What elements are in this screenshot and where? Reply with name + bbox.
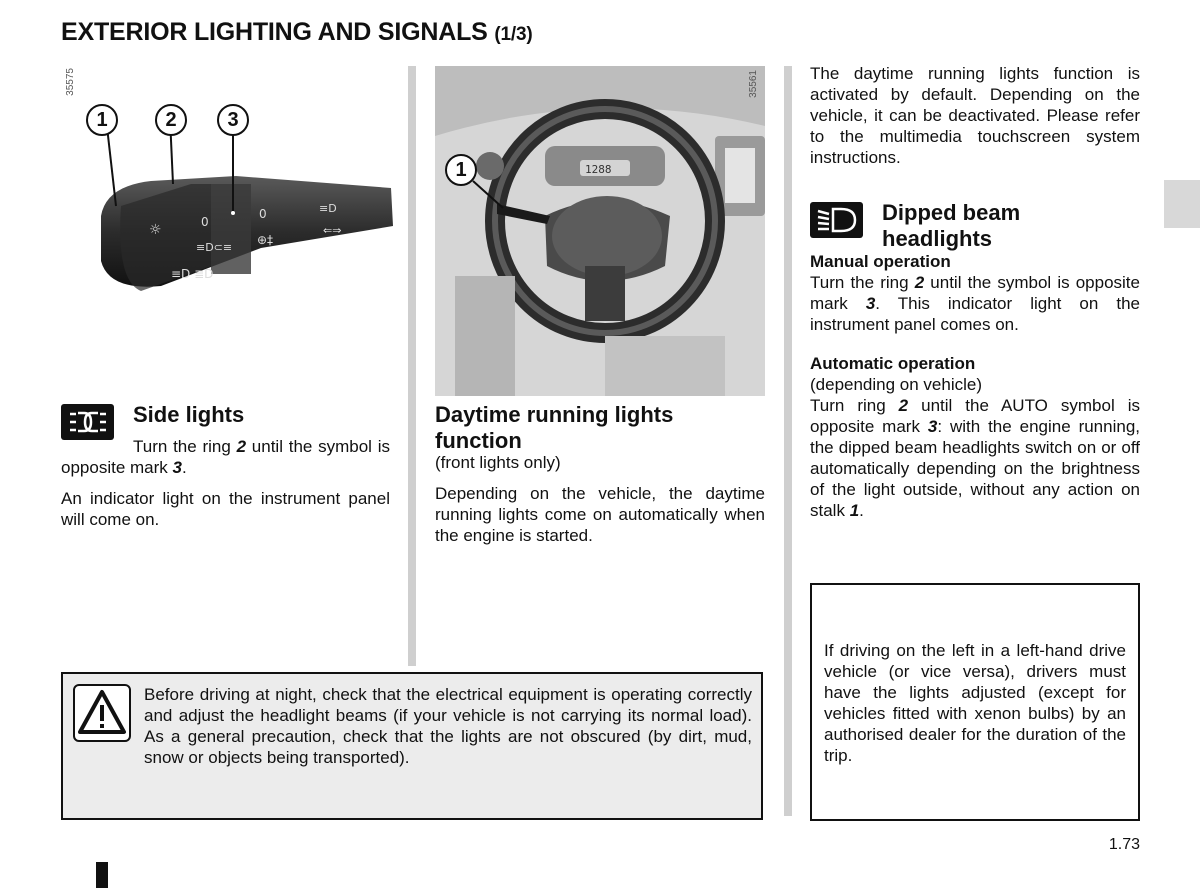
callout-3: 3 xyxy=(217,104,249,136)
callout-1: 1 xyxy=(86,104,118,136)
svg-text:≡D ≣D: ≡D ≣D xyxy=(171,267,214,281)
page-title xyxy=(61,18,532,47)
svg-text:≡D: ≡D xyxy=(319,202,337,215)
dipped-beam-icon xyxy=(810,202,863,238)
note-box xyxy=(810,583,1140,821)
callout-mid-1: 1 xyxy=(445,154,477,186)
manual-heading: Manual operation xyxy=(810,252,951,271)
ring-mark-0a: 0 xyxy=(201,215,209,229)
warning-text: Before driving at night, check that the electrical equipment is operating correctly and adjust the headlight beams (if your vehicle is not carrying its normal load). As a general precaution, check that the lights are not obscured (by dirt, mud, snow or objects being transported). xyxy=(144,685,752,767)
section-tab xyxy=(1164,180,1200,228)
ring-mark-0b: 0 xyxy=(259,207,267,221)
side-lights-icon xyxy=(61,404,114,440)
daytime-para: Depending on the vehicle, the daytime running lights come on automatically when the engine is started. xyxy=(435,484,765,545)
page-number: 1.73 xyxy=(1108,836,1140,853)
page-edge-mark xyxy=(96,862,108,888)
right-intro-para: The daytime running lights function is activated by default. Depending on the vehicle, it can be deactivated. Please refer to the multimedia touchscreen system instructions. xyxy=(810,64,1140,167)
svg-text:☼: ☼ xyxy=(149,222,162,238)
note-text: If driving on the left in a left-hand drive vehicle (or vice versa), drivers must have the lights adjusted (except for vehicles fitted with xenon bulbs) by an authorised dealer for the duration of the trip. xyxy=(824,641,1126,765)
side-lights-para1: Turn the ring 2 until the symbol is opposite mark 3. An indicator light on the instrument panel will come on. xyxy=(61,437,390,529)
side-lights-para2: An indicator light on the instrument panel will come on. xyxy=(61,489,390,529)
dash-display: 1288 xyxy=(585,163,612,176)
page-title-text: EXTERIOR LIGHTING AND SIGNALS xyxy=(61,18,488,46)
svg-text:≡D⊂≡: ≡D⊂≡ xyxy=(196,241,233,254)
steering-illustration xyxy=(435,66,765,396)
warning-box xyxy=(61,672,763,820)
side-lights-title: Side lights xyxy=(133,402,245,427)
daytime-subtitle: (front lights only) xyxy=(435,453,561,472)
steering-figure xyxy=(435,66,765,396)
auto-heading: Automatic operation xyxy=(810,354,976,373)
column-divider-right xyxy=(784,66,792,816)
figure-mid-ref-number: 35561 xyxy=(748,70,759,98)
svg-text:⊕‡: ⊕‡ xyxy=(257,233,274,247)
dipped-title: Dipped beam headlights xyxy=(882,200,1021,251)
daytime-title: Daytime running lights function xyxy=(435,402,674,453)
warning-triangle-icon xyxy=(73,684,131,742)
figure-ref-number: 35575 xyxy=(65,68,76,96)
auto-sub: (depending on vehicle) xyxy=(810,375,983,394)
column-divider-left xyxy=(408,66,416,666)
svg-text:⇐⇒: ⇐⇒ xyxy=(323,224,342,237)
page-title-part: (1/3) xyxy=(494,24,533,45)
auto-para: Turn ring 2 until the AUTO symbol is opposite mark 3: with the engine running, the dipped beam headlights switch on or off automatically depending on the brightness of the light outside, without any action on stalk 1. xyxy=(810,396,1140,520)
callout-2: 2 xyxy=(155,104,187,136)
stalk-figure xyxy=(61,66,401,316)
manual-para: Turn the ring 2 until the symbol is opposite mark 3. This indicator light on the instrument panel comes on. xyxy=(810,273,1141,334)
